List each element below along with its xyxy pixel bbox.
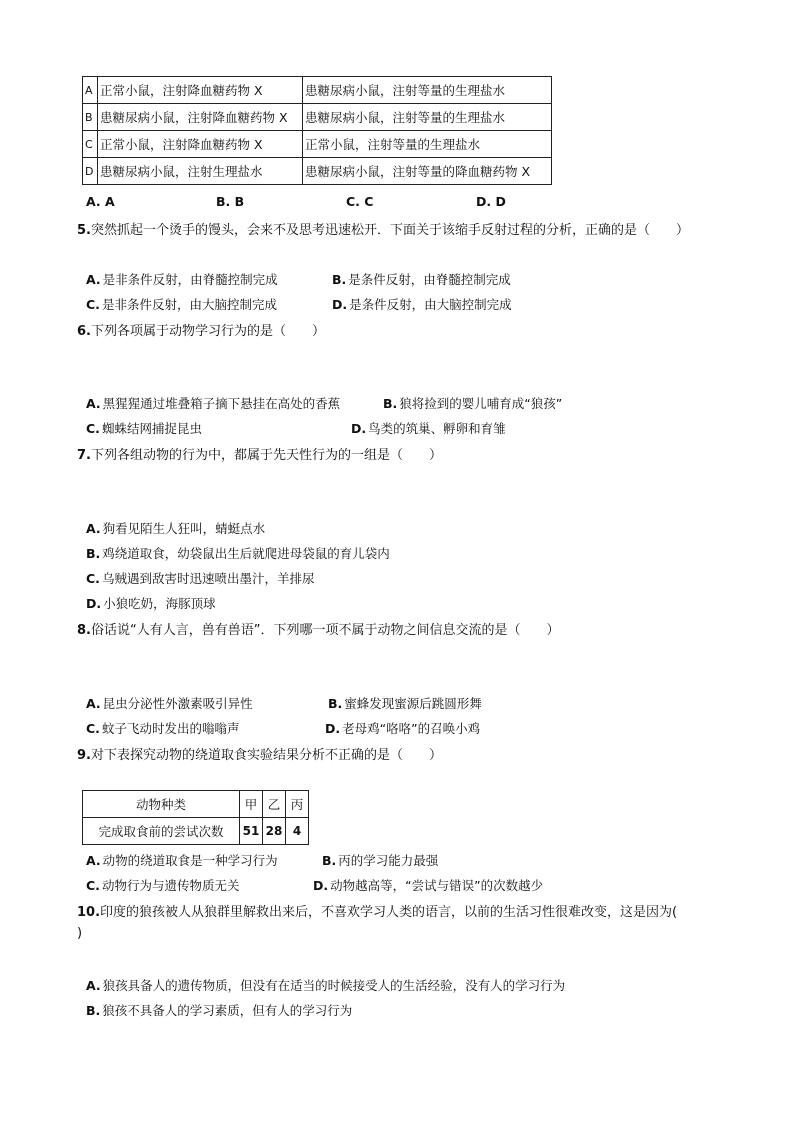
table-cell: 患糖尿病小鼠，注射等量的生理盐水 [303, 104, 552, 131]
q10-option-a[interactable] [86, 976, 565, 994]
question-number: 6. [77, 324, 91, 339]
option-letter: C. [86, 421, 100, 436]
option-letter: D. [313, 878, 329, 893]
table-row [83, 104, 552, 131]
option-letter: A. [86, 521, 101, 536]
q9-option-d[interactable] [313, 876, 543, 894]
table-cell: 正常小鼠，注射等量的生理盐水 [303, 131, 552, 158]
q4-option-c[interactable]: C. C [346, 194, 374, 209]
option-letter: C. [86, 878, 100, 893]
table-cell: 51 [240, 818, 263, 845]
option-text: 小狼吃奶，海豚顶球 [103, 596, 216, 611]
option-text: 昆虫分泌性外激素吸引异性 [102, 696, 253, 711]
table-cell: 患糖尿病小鼠，注射等量的生理盐水 [303, 77, 552, 104]
q9-option-a[interactable] [86, 851, 278, 869]
option-text: 是条件反射，由脊髓控制完成 [348, 272, 511, 287]
table-row [83, 791, 309, 818]
question-text: 俗话说“人有人言，兽有兽语”．下列哪一项不属于动物之间信息交流的是（ ） [90, 623, 560, 638]
option-letter: D. [86, 596, 102, 611]
q8-option-d[interactable] [325, 719, 480, 737]
q6-option-c[interactable] [86, 419, 202, 437]
option-text: 蜘蛛结网捕捉昆虫 [101, 421, 202, 436]
q6-option-a[interactable] [86, 394, 340, 412]
table-header: 甲 [240, 791, 263, 818]
option-text: 鸡绕道取食，幼袋鼠出生后就爬进母袋鼠的育儿袋内 [102, 546, 390, 561]
q5-option-c[interactable] [86, 295, 277, 313]
option-text: 乌贼遇到敌害时迅速喷出墨汁，羊排尿 [101, 571, 315, 586]
table-header: 乙 [263, 791, 286, 818]
question-5 [77, 219, 689, 238]
option-text: 是非条件反射，由大脑控制完成 [101, 297, 277, 312]
question-7 [77, 444, 442, 463]
table-row [83, 77, 552, 104]
option-letter: C. [86, 297, 100, 312]
q6-option-b[interactable] [383, 394, 562, 412]
table-cell: 正常小鼠，注射降血糖药物 X [98, 77, 303, 104]
option-letter: B. [332, 272, 347, 287]
q5-option-b[interactable] [332, 270, 511, 288]
question-9 [77, 744, 442, 763]
option-text: 动物的绕道取食是一种学习行为 [102, 853, 278, 868]
option-letter: A. [86, 853, 101, 868]
table-cell: 28 [263, 818, 286, 845]
table-cell: 正常小鼠，注射降血糖药物 X [98, 131, 303, 158]
table-cell: 患糖尿病小鼠，注射生理盐水 [98, 158, 303, 185]
q9-option-c[interactable] [86, 876, 239, 894]
option-text: 狗看见陌生人狂叫，蜻蜓点水 [102, 521, 266, 536]
q7-option-a[interactable] [86, 519, 265, 537]
option-letter: B. [86, 546, 101, 561]
question-number: 10. [77, 905, 101, 920]
q5-option-d[interactable] [332, 295, 512, 313]
q4-option-d[interactable]: D. D [476, 194, 506, 209]
option-text: 是非条件反射，由脊髓控制完成 [102, 272, 278, 287]
q10-option-b[interactable] [86, 1001, 352, 1019]
option-text: 狼孩不具备人的学习素质，但有人的学习行为 [102, 1003, 353, 1018]
option-letter: C. [86, 721, 100, 736]
option-letter: A. [86, 396, 101, 411]
q9-data-table [82, 790, 309, 845]
option-letter: B. [328, 696, 343, 711]
table-cell: 患糖尿病小鼠，注射降血糖药物 X [98, 104, 303, 131]
q4-options-table [82, 76, 552, 185]
q8-option-c[interactable] [86, 719, 239, 737]
table-header: 丙 [286, 791, 309, 818]
option-letter: D. [325, 721, 341, 736]
question-number: 7. [77, 448, 91, 463]
question-text: 对下表探究动物的绕道取食实验结果分析不正确的是（ ） [90, 748, 442, 763]
question-text: 下列各项属于动物学习行为的是（ ） [90, 324, 325, 339]
option-letter: A. [86, 272, 101, 287]
question-10 [77, 901, 677, 920]
q6-option-d[interactable] [351, 419, 506, 437]
question-8 [77, 619, 559, 638]
q8-option-a[interactable] [86, 694, 253, 712]
table-header: 动物种类 [83, 791, 240, 818]
option-letter: A. [86, 696, 101, 711]
option-letter: A. [86, 978, 101, 993]
row-letter: C [83, 131, 98, 158]
option-text: 动物越高等，“尝试与错误”的次数越少 [330, 878, 544, 893]
row-letter: A [83, 77, 98, 104]
option-letter: C. [86, 571, 100, 586]
question-10-continuation: ) [77, 926, 83, 941]
question-number: 5. [77, 223, 91, 238]
q7-option-d[interactable] [86, 594, 216, 612]
question-text: 突然抓起一个烫手的馒头，会来不及思考迅速松开．下面关于该缩手反射过程的分析，正确的是（ ） [90, 223, 689, 238]
option-letter: B. [86, 1003, 101, 1018]
row-letter: D [83, 158, 98, 185]
table-row [83, 818, 309, 845]
q7-option-c[interactable] [86, 569, 314, 587]
question-text: 印度的狼孩被人从狼群里解救出来后，不喜欢学习人类的语言，以前的生活习性很难改变，这是因为( [100, 905, 678, 920]
option-text: 狼将捡到的婴儿哺育成“狼孩” [399, 396, 563, 411]
q5-option-a[interactable] [86, 270, 278, 288]
option-text: 黑猩猩通过堆叠箱子摘下悬挂在高处的香蕉 [102, 396, 341, 411]
option-text: 丙的学习能力最强 [338, 853, 439, 868]
table-cell: 患糖尿病小鼠，注射等量的降血糖药物 X [303, 158, 552, 185]
q8-option-b[interactable] [328, 694, 482, 712]
question-text: 下列各组动物的行为中，都属于先天性行为的一组是（ ） [90, 448, 442, 463]
option-letter: B. [383, 396, 398, 411]
option-letter: B. [322, 853, 337, 868]
row-letter: B [83, 104, 98, 131]
option-letter: D. [332, 297, 348, 312]
table-row [83, 158, 552, 185]
option-letter: D. [351, 421, 367, 436]
q9-option-b[interactable] [322, 851, 438, 869]
q4-option-a[interactable]: A. A [86, 194, 115, 209]
option-text: 老母鸡“咯咯”的召唤小鸡 [342, 721, 481, 736]
option-text: 鸟类的筑巢、孵卵和育雏 [368, 421, 506, 436]
table-row [83, 131, 552, 158]
option-text: 蜜蜂发现蜜源后跳圆形舞 [344, 696, 482, 711]
question-number: 9. [77, 748, 91, 763]
q7-option-b[interactable] [86, 544, 390, 562]
option-text: 是条件反射，由大脑控制完成 [349, 297, 512, 312]
question-6 [77, 320, 325, 339]
table-cell: 4 [286, 818, 309, 845]
option-text: 蚊子飞动时发出的嗡嗡声 [101, 721, 240, 736]
question-number: 8. [77, 623, 91, 638]
option-text: 动物行为与遗传物质无关 [101, 878, 240, 893]
option-text: 狼孩具备人的遗传物质，但没有在适当的时候接受人的生活经验，没有人的学习行为 [102, 978, 566, 993]
row-label: 完成取食前的尝试次数 [83, 818, 240, 845]
q4-option-b[interactable]: B. B [216, 194, 245, 209]
